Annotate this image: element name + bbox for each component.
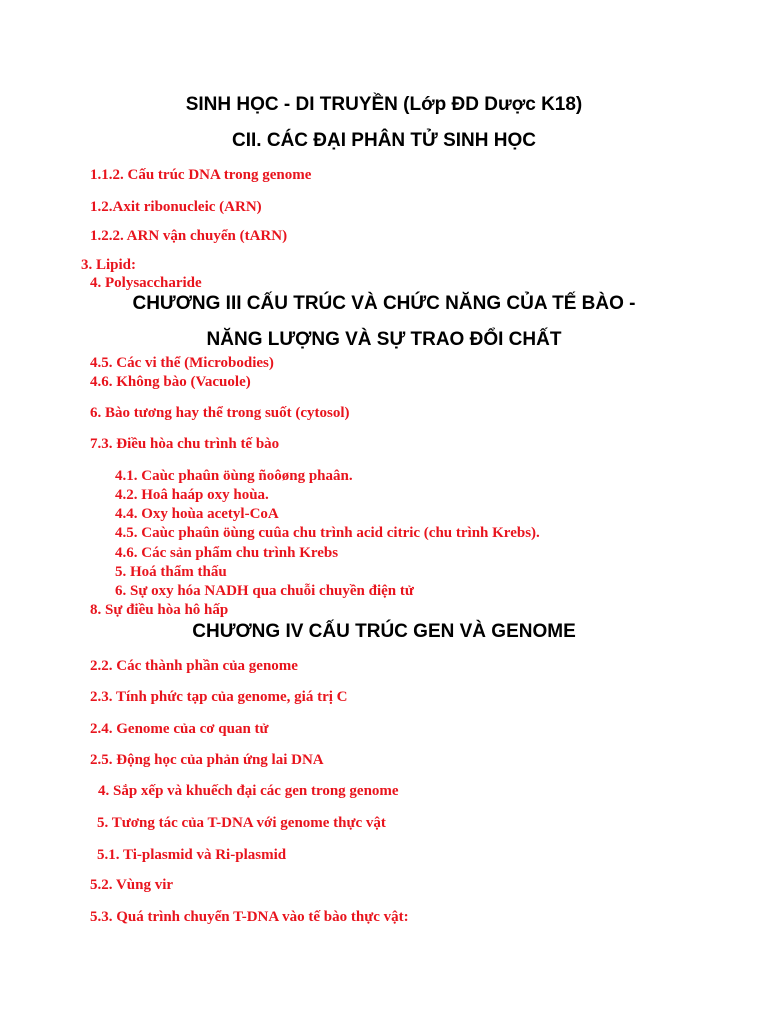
toc-item: 5. Hoá thẩm thấu [115, 564, 227, 580]
toc-item: 4.1. Caùc phaûn öùng ñoôøng phaân. [115, 468, 353, 484]
toc-item: 2.2. Các thành phần của genome [90, 658, 298, 674]
chapter-3-heading-line1: CHƯƠNG III CẤU TRÚC VÀ CHỨC NĂNG CỦA TẾ BÀO - [132, 293, 636, 314]
toc-item: 2.4. Genome của cơ quan tử [90, 721, 269, 737]
toc-item: 5. Tương tác của T-DNA với genome thực vật [97, 815, 386, 831]
toc-item: 4.5. Caùc phaûn öùng cuûa chu trình acid citric (chu trình Krebs). [115, 525, 540, 541]
toc-item: 1.2.Axit ribonucleic (ARN) [90, 199, 262, 215]
toc-item: 1.1.2. Cấu trúc DNA trong genome [90, 167, 312, 183]
toc-item: 2.5. Động học của phản ứng lai DNA [90, 752, 324, 768]
toc-item: 3. Lipid: [81, 257, 137, 273]
chapter-3-heading-line2: NĂNG LƯỢNG VÀ SỰ TRAO ĐỔI CHẤT [206, 329, 562, 350]
toc-item: 5.2. Vùng vir [90, 877, 174, 893]
chapter-4-heading: CHƯƠNG IV CẤU TRÚC GEN VÀ GENOME [192, 621, 576, 642]
toc-item: 7.3. Điều hòa chu trình tế bào [90, 436, 280, 452]
document-title: SINH HỌC - DI TRUYỀN (Lớp ĐD Dược K18) [185, 94, 583, 115]
toc-item: 4. Polysaccharide [90, 275, 202, 291]
toc-item: 6. Bào tương hay thể trong suốt (cytosol) [90, 405, 350, 421]
toc-item: 6. Sự oxy hóa NADH qua chuỗi chuyền điện tử [115, 583, 414, 599]
toc-item: 4.4. Oxy hoùa acetyl-CoA [115, 506, 279, 522]
toc-item: 5.1. Ti-plasmid và Ri-plasmid [97, 847, 287, 863]
toc-item: 2.3. Tính phức tạp của genome, giá trị C [90, 689, 348, 705]
toc-item: 4.2. Hoâ haáp oxy hoùa. [115, 487, 269, 503]
toc-item: 4.5. Các vi thể (Microbodies) [90, 355, 274, 371]
toc-item: 5.3. Quá trình chuyển T-DNA vào tế bào thực vật: [90, 909, 409, 925]
toc-item: 4.6. Không bào (Vacuole) [90, 374, 251, 390]
toc-item: 8. Sự điều hòa hô hấp [90, 602, 229, 618]
toc-item: 4. Sắp xếp và khuếch đại các gen trong genome [98, 783, 399, 799]
toc-item: 4.6. Các sản phẩm chu trình Krebs [115, 545, 339, 561]
toc-item: 1.2.2. ARN vận chuyển (tARN) [90, 228, 288, 244]
chapter-2-heading: CII. CÁC ĐẠI PHÂN TỬ SINH HỌC [232, 130, 536, 151]
